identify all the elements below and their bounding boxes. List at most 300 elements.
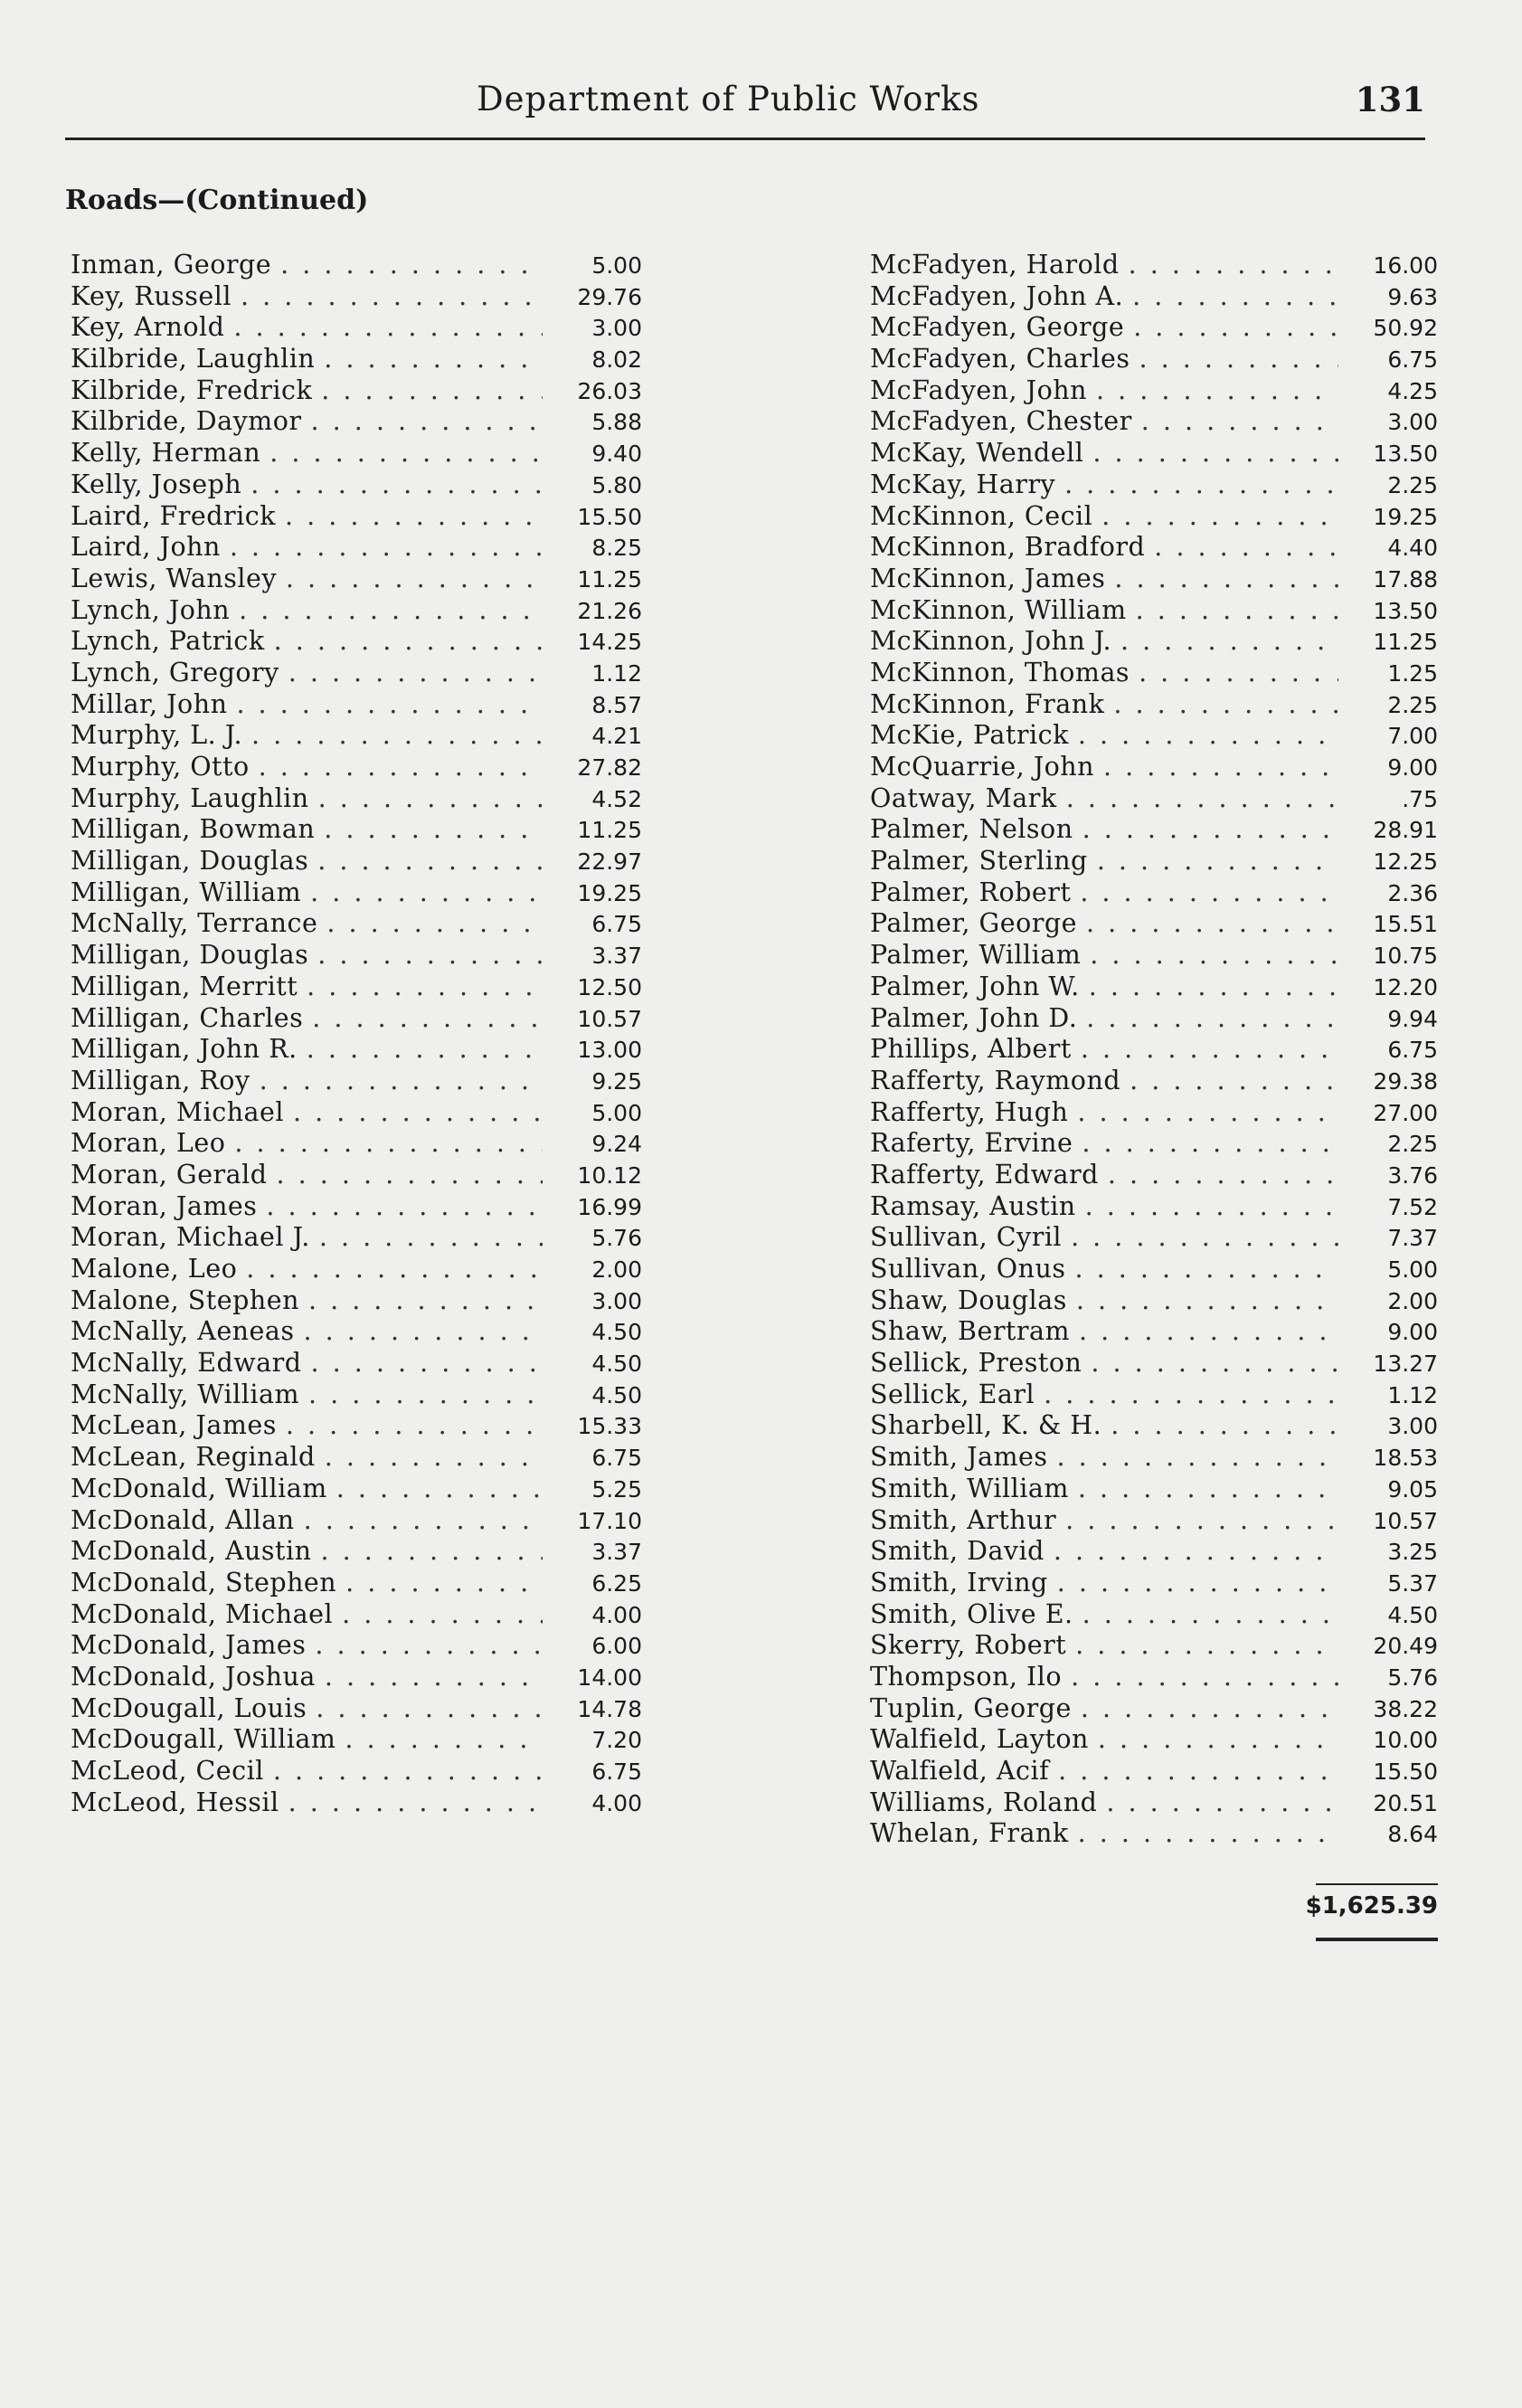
dot-leader [1114,564,1338,595]
payee-name: McLeod, Cecil [71,1756,264,1786]
dot-leader [1078,720,1338,752]
payee-row [870,752,1438,783]
dot-leader [1058,1756,1338,1787]
payment-amount: 8.02 [591,346,642,374]
dot-leader [251,469,543,501]
payment-amount: 10.75 [1373,943,1438,970]
payment-amount: 2.00 [591,1256,642,1283]
payee-row [870,689,1438,721]
payee-row [870,1254,1438,1285]
payee-name: McNally, Edward [71,1348,302,1379]
payee-row [870,783,1438,815]
payment-amount: 13.00 [577,1037,642,1064]
payee-name: Palmer, John W. [870,971,1080,1001]
payee-row [71,908,642,940]
payee-name: Smith, David [870,1536,1045,1567]
payee-row [870,814,1438,846]
payment-amount: 17.10 [577,1507,642,1534]
dot-leader [273,1756,543,1787]
dot-leader [1091,1348,1338,1379]
payee-row [71,1066,642,1097]
payee-name: Smith, Arthur [870,1504,1057,1535]
dot-leader [1081,1693,1338,1725]
payee-row [870,658,1438,689]
payment-amount: 11.25 [577,565,642,593]
dot-leader [324,814,543,846]
dot-leader [1141,406,1338,438]
payee-row [71,1254,642,1285]
payee-row [870,626,1438,658]
payee-row [71,1724,642,1756]
payee-row [870,1160,1438,1191]
payment-amount: 10.00 [1373,1727,1438,1754]
payee-name: Moran, Michael J. [71,1222,310,1253]
payment-amount: 8.25 [591,535,642,562]
payment-amount: 5.76 [591,1225,642,1252]
payment-amount: 9.25 [591,1067,642,1095]
payee-name: Murphy, Laughlin [71,782,309,813]
dot-leader [1086,1003,1338,1035]
dot-leader [285,501,543,533]
dot-leader [1076,1285,1338,1317]
payment-amount: 11.25 [1373,629,1438,656]
dot-leader [1071,1662,1338,1693]
payee-row [870,1442,1438,1474]
payee-row [71,1097,642,1129]
dot-leader [1081,1034,1338,1066]
payee-row [71,1630,642,1662]
payee-name: Milligan, John R. [71,1034,298,1065]
dot-leader [1111,1410,1338,1442]
payee-row [870,908,1438,940]
dot-leader [307,1034,543,1066]
payee-row [870,1693,1438,1725]
dot-leader [274,626,543,658]
payee-row [870,1316,1438,1348]
payee-name: Milligan, Douglas [71,940,309,971]
dot-leader [251,720,543,752]
payment-amount: 50.92 [1373,315,1438,342]
dot-leader [241,281,543,313]
dot-leader [233,312,543,344]
payment-amount: 13.27 [1373,1351,1438,1378]
payee-row [71,532,642,564]
payment-amount: 9.40 [591,441,642,468]
payment-amount: 5.25 [591,1475,642,1503]
dot-leader [307,972,543,1003]
payment-amount: 3.00 [591,315,642,342]
payee-name: Palmer, John D. [870,1002,1078,1033]
payment-amount: 14.78 [577,1695,642,1722]
payee-row [71,814,642,846]
payee-name: Murphy, Otto [71,752,250,782]
payee-row [870,972,1438,1003]
payee-row [71,846,642,877]
payee-name: Palmer, Nelson [870,814,1073,845]
dot-leader [310,877,543,909]
dot-leader [312,1003,543,1035]
dot-leader [277,1160,543,1191]
dot-leader [259,752,543,783]
payment-amount: 5.88 [591,409,642,436]
payment-amount: 12.50 [577,973,642,1000]
payee-name: Laird, Fredrick [71,500,276,531]
payee-name: Walfield, Layton [870,1724,1089,1755]
payment-amount: 13.50 [1373,597,1438,624]
total-rule-bottom [1316,1938,1438,1941]
payee-row [870,501,1438,533]
dot-leader [1078,1818,1338,1850]
payment-amount: 1.25 [1387,659,1438,687]
dot-leader [1139,344,1338,375]
payee-row [870,846,1438,877]
payee-name: Murphy, L. J. [71,720,243,751]
payee-row [71,1034,642,1066]
dot-leader [315,1630,543,1662]
payee-name: Millar, John [71,688,228,719]
payment-amount: 3.37 [591,1539,642,1566]
payment-amount: 15.33 [577,1413,642,1440]
payment-amount: 4.00 [591,1601,642,1628]
payee-name: Milligan, Roy [71,1065,251,1095]
payee-row [71,1222,642,1254]
payee-row [870,1787,1438,1819]
payment-amount: 4.25 [1387,377,1438,404]
payment-amount: 5.00 [591,1099,642,1126]
dot-leader [1129,250,1338,281]
payment-amount: 6.75 [591,911,642,938]
payment-amount: 1.12 [591,659,642,687]
payment-amount: 6.75 [591,1759,642,1785]
payee-row [71,406,642,438]
payment-amount: 5.37 [1387,1569,1438,1597]
dot-leader [260,1066,543,1097]
payee-row [71,720,642,752]
payee-row [870,1034,1438,1066]
payee-name: Key, Russell [71,280,232,311]
payment-amount: 3.00 [1387,1413,1438,1440]
payee-row [71,1662,642,1693]
payee-name: Williams, Roland [870,1787,1098,1817]
payee-row [71,783,642,815]
payment-amount: 21.26 [577,597,642,624]
payment-amount: 4.50 [1387,1601,1438,1628]
payment-amount: 4.00 [591,1789,642,1816]
payee-row [870,1222,1438,1254]
payee-row [870,1003,1438,1035]
payee-row [71,1410,642,1442]
page-number: 131 [1355,80,1425,119]
payment-amount: 2.25 [1387,471,1438,498]
payee-row [71,877,642,909]
payment-amount: 10.12 [577,1161,642,1189]
payee-row [71,438,642,469]
payee-name: Kilbride, Fredrick [71,374,313,405]
payee-name: Tuplin, George [870,1692,1072,1723]
payment-amount: 5.76 [1387,1664,1438,1691]
dot-leader [1065,1505,1338,1537]
dot-leader [1101,501,1338,533]
dot-leader [311,1348,543,1379]
payment-amount: 22.97 [577,848,642,876]
payee-name: McNally, Terrance [71,908,318,939]
payee-name: McNally, William [71,1379,300,1409]
dot-leader [342,1599,543,1631]
payment-amount: 9.00 [1387,754,1438,781]
payee-name: Lynch, Patrick [71,626,265,657]
dot-leader [1092,438,1338,469]
dot-leader [1054,1536,1338,1568]
payee-name: Milligan, William [71,877,302,907]
dot-leader [1057,1568,1338,1599]
payee-name: Laird, John [71,532,221,563]
payment-amount: 7.00 [1387,723,1438,750]
payee-row [870,1191,1438,1223]
dot-leader [288,1787,543,1819]
dot-leader [1066,783,1338,815]
payment-amount: 9.00 [1387,1319,1438,1346]
dot-leader [320,1536,543,1568]
payment-amount: 13.50 [1373,441,1438,468]
payment-amount: 11.25 [577,817,642,844]
payment-amount: 5.00 [1387,1256,1438,1283]
payee-name: Milligan, Douglas [71,846,309,877]
dot-leader [1136,595,1338,627]
dot-leader [230,532,543,564]
payee-row [71,1787,642,1819]
payee-name: Shaw, Douglas [870,1285,1067,1315]
payee-name: Whelan, Frank [870,1818,1069,1849]
payee-row [71,501,642,533]
payment-amount: 8.64 [1387,1821,1438,1848]
dot-leader [1064,469,1338,501]
payment-amount: 27.82 [577,754,642,781]
payee-name: Inman, George [71,250,272,280]
dot-leader [1077,1097,1338,1129]
payee-row [71,1756,642,1787]
payee-name: Ramsay, Austin [870,1190,1076,1221]
dot-leader [1080,877,1338,909]
payee-row [71,626,642,658]
payee-name: McNally, Aeneas [71,1316,295,1347]
payee-name: McKinnon, Cecil [870,500,1093,531]
payment-amount: 29.76 [577,283,642,310]
payee-name: Moran, Gerald [71,1159,268,1190]
payment-amount: 38.22 [1373,1695,1438,1722]
payment-amount: 27.00 [1373,1099,1438,1126]
payee-row [71,1693,642,1725]
payee-row [870,406,1438,438]
payment-amount: 9.63 [1387,283,1438,310]
dot-leader [236,689,543,721]
payment-amount: 6.75 [1387,346,1438,374]
dot-leader [321,375,543,407]
payee-row [870,375,1438,407]
dot-leader [1057,1442,1338,1474]
payee-row [870,877,1438,909]
payee-row [71,658,642,689]
dot-leader [1108,1160,1338,1191]
payee-row [870,564,1438,595]
payee-name: McKinnon, Thomas [870,657,1130,687]
payee-row [71,281,642,313]
dot-leader [288,658,543,689]
payee-row [71,1379,642,1411]
payment-amount: 9.05 [1387,1475,1438,1503]
dot-leader [319,1222,543,1254]
payment-amount: 14.00 [577,1664,642,1691]
payment-amount: 8.57 [591,691,642,718]
payment-amount: 1.12 [1387,1381,1438,1408]
payee-row [870,595,1438,627]
payment-amount: 10.57 [577,1005,642,1032]
payee-name: McKinnon, James [870,563,1106,593]
payee-row [870,1818,1438,1850]
payment-amount: 26.03 [577,377,642,404]
payee-name: Smith, James [870,1442,1048,1473]
payee-name: McFadyen, John [870,374,1087,405]
payee-name: Palmer, William [870,940,1082,971]
dot-leader [269,438,543,469]
payee-row [870,1285,1438,1317]
payment-amount: 10.57 [1373,1507,1438,1534]
dot-leader [280,250,543,281]
payment-amount: 16.99 [577,1193,642,1220]
right-column [870,250,1438,1850]
payee-row [870,1505,1438,1537]
payment-amount: 14.25 [577,629,642,656]
total-rule-top [1316,1883,1438,1885]
dot-leader [1082,1599,1338,1631]
payee-row [71,344,642,375]
payee-row [71,1348,642,1379]
payment-amount: 15.50 [1373,1759,1438,1785]
payee-name: Palmer, George [870,908,1078,939]
payment-amount: 5.80 [591,471,642,498]
dot-leader [345,1568,543,1599]
payment-amount: 6.75 [591,1445,642,1472]
dot-leader [1098,1724,1338,1756]
dot-leader [318,783,543,815]
payee-name: McKay, Wendell [870,438,1084,469]
payee-name: Sellick, Earl [870,1379,1035,1409]
payee-row [870,281,1438,313]
page-title: Department of Public Works [477,80,980,119]
page-header [65,80,1425,125]
payee-row [870,720,1438,752]
payee-row [870,438,1438,469]
payee-name: Smith, William [870,1473,1069,1503]
payee-name: McKinnon, William [870,594,1127,625]
payment-amount: 2.25 [1387,691,1438,718]
payment-amount: 3.37 [591,943,642,970]
payee-row [71,250,642,281]
payment-amount: 16.00 [1373,252,1438,279]
payee-name: Raferty, Ervine [870,1128,1073,1159]
payee-row [71,1505,642,1537]
section-heading: Roads—(Continued) [65,185,369,216]
payee-row [71,1003,642,1035]
payment-amount: 6.25 [591,1569,642,1597]
payment-amount: 28.91 [1373,817,1438,844]
payment-amount: 20.49 [1373,1633,1438,1660]
dot-leader [308,1379,543,1411]
payee-name: Phillips, Albert [870,1034,1072,1065]
payee-name: McLeod, Hessil [71,1787,279,1817]
left-column [71,250,642,1818]
payee-name: Skerry, Robert [870,1630,1067,1661]
payee-row [71,564,642,595]
payee-row [71,940,642,972]
dot-leader [266,1191,543,1223]
payee-name: Palmer, Sterling [870,846,1088,877]
payee-row [870,1128,1438,1160]
dot-leader [336,1474,543,1505]
dot-leader [239,595,543,627]
payee-name: Kelly, Herman [71,438,261,469]
header-divider [65,137,1425,140]
dot-leader [234,1128,543,1160]
dot-leader [324,344,543,375]
payment-amount: 4.40 [1387,535,1438,562]
dot-leader [308,1285,543,1317]
payee-name: Smith, Olive E. [870,1598,1073,1629]
payee-name: Malone, Stephen [71,1285,299,1315]
payee-row [870,1348,1438,1379]
payee-name: Walfield, Acif [870,1756,1050,1786]
payee-row [71,312,642,344]
payee-row [870,1097,1438,1129]
payee-name: Malone, Leo [71,1254,238,1284]
dot-leader [1044,1379,1338,1411]
payment-amount: 3.76 [1387,1161,1438,1189]
dot-leader [1075,1254,1339,1285]
dot-leader [326,908,543,940]
payment-amount: 4.21 [591,723,642,750]
payment-amount: 9.94 [1387,1005,1438,1032]
payee-row [71,1191,642,1223]
payee-name: Smith, Irving [870,1567,1048,1597]
payee-row [71,689,642,721]
payee-name: Thompson, Ilo [870,1661,1063,1692]
payee-name: Moran, Michael [71,1096,285,1127]
dot-leader [1085,1191,1338,1223]
dot-leader [325,1442,543,1474]
payment-amount: 4.52 [591,785,642,812]
payee-name: Kelly, Joseph [71,469,242,499]
payment-amount: 7.37 [1387,1225,1438,1252]
payee-name: McDonald, Michael [71,1598,334,1629]
payee-name: Rafferty, Hugh [870,1096,1069,1127]
payee-row [870,1379,1438,1411]
dot-leader [1132,281,1338,313]
payee-name: Lewis, Wansley [71,563,277,593]
payee-name: Rafferty, Raymond [870,1065,1121,1095]
payee-name: McDougall, Louis [71,1692,307,1723]
payment-amount: 12.20 [1373,973,1438,1000]
payee-name: Palmer, Robert [870,877,1072,907]
payee-row [71,972,642,1003]
payment-amount: 19.25 [1373,503,1438,530]
payment-amount: 2.25 [1387,1131,1438,1158]
dot-leader [1139,658,1338,689]
payee-name: Oatway, Mark [870,782,1057,813]
payee-row [71,1316,642,1348]
payee-row [870,532,1438,564]
payee-row [870,312,1438,344]
payee-row [870,1630,1438,1662]
payee-row [870,344,1438,375]
